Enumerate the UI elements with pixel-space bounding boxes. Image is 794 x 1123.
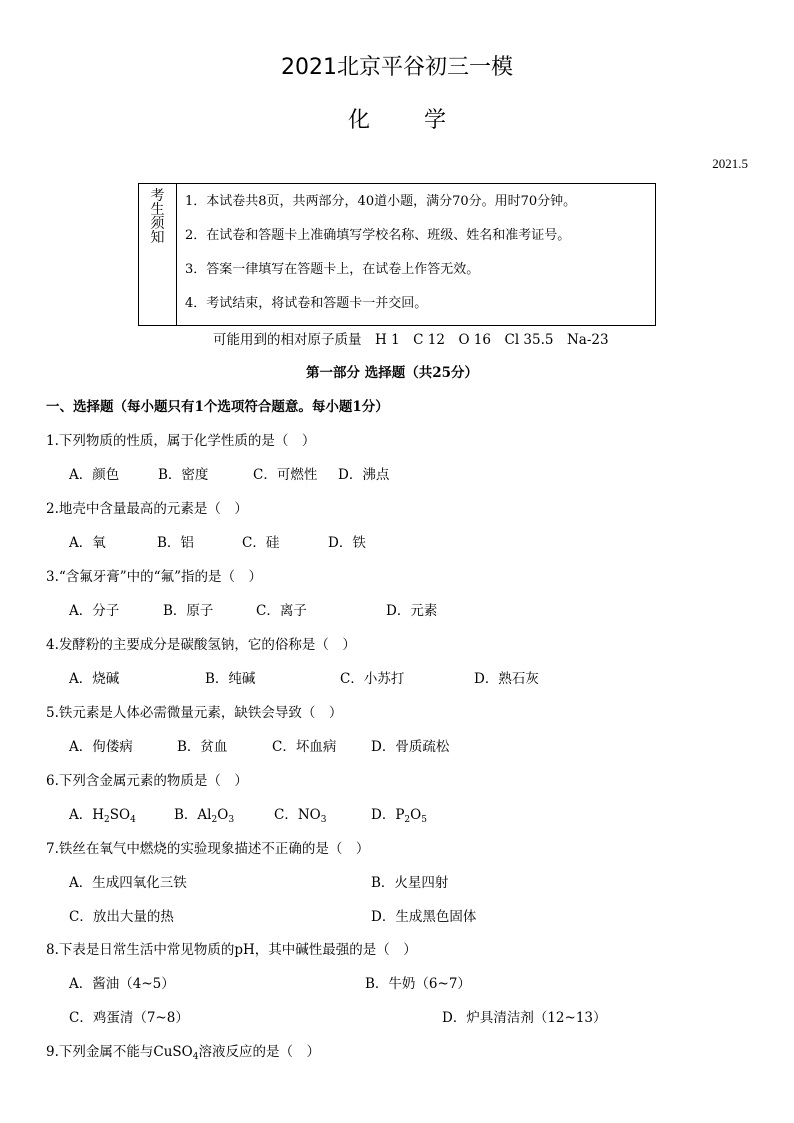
q4-option-c: C．小苏打 [340,671,405,687]
question-5-stem: 5.铁元素是人体必需微量元素，缺铁会导致（ ） [46,705,343,721]
q1-option-a: A．颜色 [69,467,120,483]
part-heading: 第一部分 选择题（共25分） [306,365,478,381]
question-1-stem: 1.下列物质的性质，属于化学性质的是（ ） [46,433,316,449]
question-9-stem: 9.下列金属不能与CuSO$_4$溶液反应的是（ ） [46,1044,320,1062]
q8-option-b: B．牛奶（6~7） [365,976,471,992]
q5-option-a: A．佝偻病 [69,739,133,755]
atomic-masses: 可能用到的相对原子质量 H 1 C 12 O 16 Cl 35.5 Na-23 [213,332,609,348]
q8-option-d: D．炉具清洁剂（12~13） [442,1010,607,1026]
notice-item-3: 3．答案一律填写在答题卡上，在试卷上作答无效。 [185,262,480,277]
q6-option-b: B．$Al_2O_3$ [174,807,235,825]
notice-label-text: 考生须知 [150,188,165,246]
q8-option-c: C．鸡蛋清（7~8） [69,1010,189,1026]
subject-char-2: 学 [424,108,447,133]
q2-option-b: B．铝 [157,535,194,551]
section-heading: 一、选择题（每小题只有1个选项符合题意。每小题1分） [46,399,389,415]
subject-title [0,103,794,134]
subject-char-1: 化 [347,108,370,133]
q3-option-d: D．元素 [386,603,438,619]
question-7-stem: 7.铁丝在氧气中燃烧的实验现象描述不正确的是（ ） [46,841,370,857]
q1-option-d: D．沸点 [338,467,390,483]
question-6-stem: 6.下列含金属元素的物质是（ ） [46,773,248,789]
exam-date: 2021.5 [712,156,748,171]
q1-option-b: B．密度 [158,467,209,483]
q7-option-b: B．火星四射 [371,875,449,891]
q4-option-b: B．纯碱 [205,671,256,687]
q6-option-a: A．$H_2SO_4$ [69,807,136,825]
q7-option-a: A．生成四氧化三铁 [69,875,187,891]
q5-option-c: C．坏血病 [272,739,337,755]
q1-option-c: C．可燃性 [253,467,318,483]
q6-option-c: C．$NO_3$ [274,807,327,825]
q5-option-b: B．贫血 [177,739,228,755]
q2-option-c: C．硅 [242,535,280,551]
exam-title: 2021北京平谷初三一模 [281,55,513,80]
q4-option-a: A．烧碱 [69,671,120,687]
q7-option-c: C．放出大量的热 [69,909,174,925]
q8-option-a: A．酱油（4~5） [69,976,175,992]
q3-option-c: C．离子 [256,603,307,619]
question-4-stem: 4.发酵粉的主要成分是碳酸氢钠，它的俗称是（ ） [46,637,356,653]
notice-label [139,184,177,325]
notice-item-1: 1．本试卷共8页，共两部分，40道小题，满分70分。用时70分钟。 [185,194,577,209]
notice-item-4: 4．考试结束，将试卷和答题卡一并交回。 [185,296,428,311]
q3-option-a: A．分子 [69,603,120,619]
q3-option-b: B．原子 [163,603,214,619]
question-2-stem: 2.地壳中含量最高的元素是（ ） [46,501,248,517]
q5-option-d: D．骨质疏松 [371,739,450,755]
question-3-stem: 3.“含氟牙膏”中的“氟”指的是（ ） [46,569,262,585]
q6-option-d: D．$P_2O_5$ [371,807,427,825]
question-8-stem: 8.下表是日常生活中常见物质的pH，其中碱性最强的是（ ） [46,942,417,958]
q2-option-d: D．铁 [328,535,366,551]
notice-box [138,183,656,326]
q2-option-a: A．氧 [69,535,106,551]
notice-item-2: 2．在试卷和答题卡上准确填写学校名称、班级、姓名和准考证号。 [185,228,571,243]
q7-option-d: D．生成黑色固体 [371,909,477,925]
q4-option-d: D．熟石灰 [474,671,539,687]
